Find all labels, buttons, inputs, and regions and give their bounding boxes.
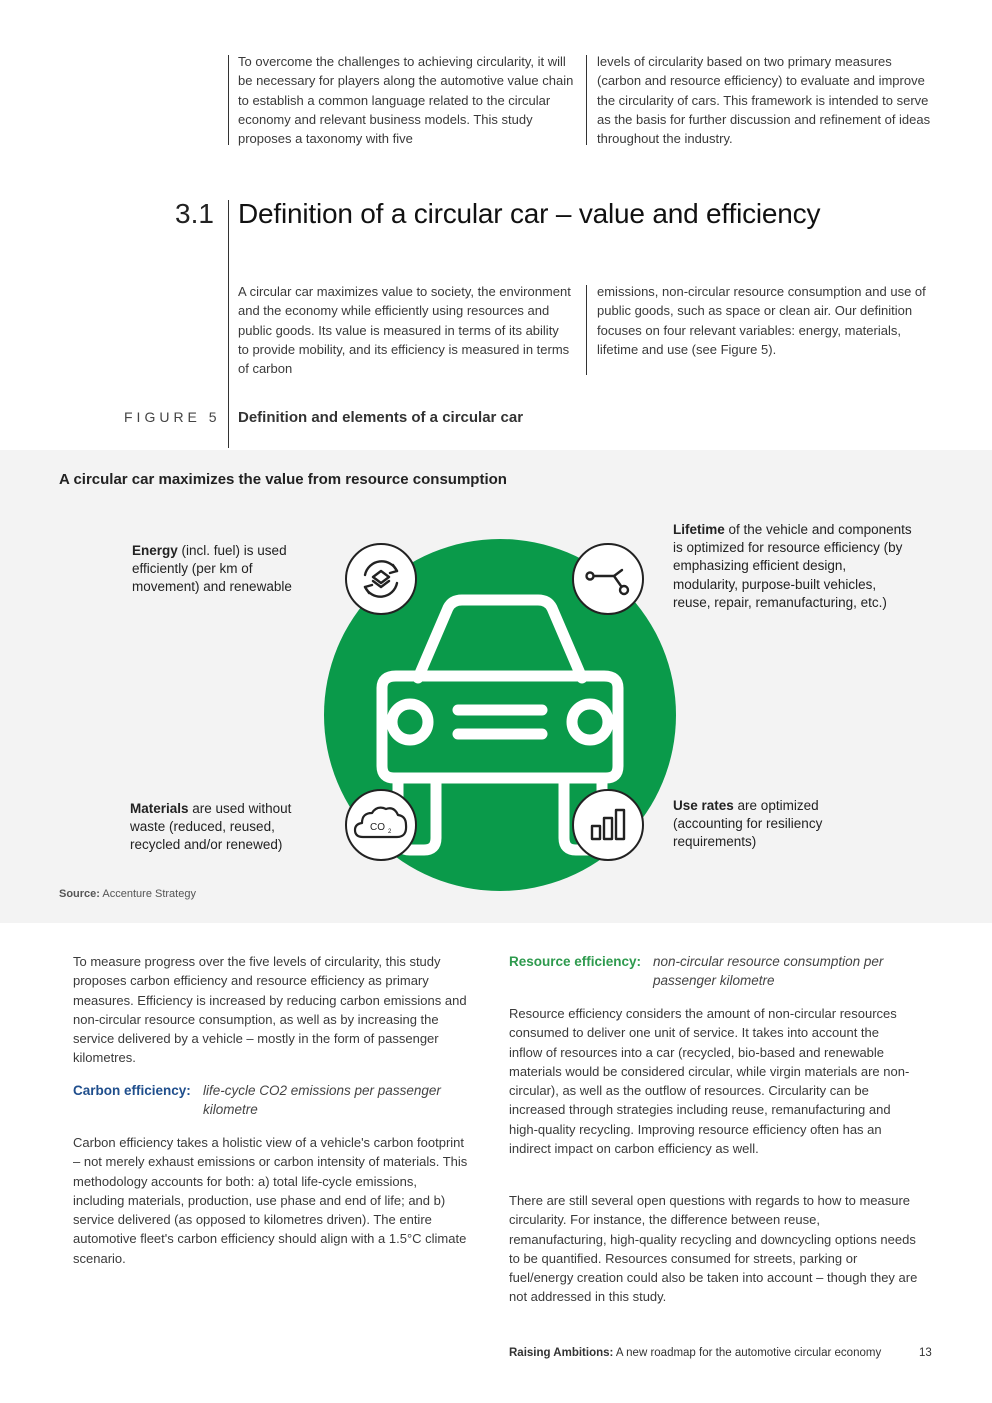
carbon-efficiency-definition-box	[203, 1081, 463, 1119]
footer-title	[509, 1347, 881, 1359]
bar-chart-icon	[574, 791, 642, 859]
lifetime-callout-bold: Lifetime	[673, 522, 725, 537]
body-left-paragraph-1: To measure progress over the five levels of circularity, this study proposes carbon efficiency and resource efficiency as primary measures. Efficiency is increased by reducing carbon emissions and non-circular resource consumption, as well as by increasing the service delivered by a vehicle – mostly in the form of passenger kilometres.	[73, 954, 467, 1066]
resource-efficiency-definition: non-circular resource consumption per passenger kilometre	[653, 954, 884, 988]
energy-callout-text: (incl. fuel) is used efficiently (per km of movement) and renewable	[132, 543, 292, 595]
footer-title-rest: A new roadmap for the automotive circular economy	[613, 1347, 882, 1359]
body-left-paragraph-2: Carbon efficiency takes a holistic view of a vehicle's carbon footprint – not merely exhaust emissions or carbon intensity of materials. This methodology accounts for both: a) total life-cycle emissions, including materials, production, use phase and end of life; and b) service delivered (as opposed to kilometres driven). The entire automotive fleet's carbon efficiency should align with a 1.5°C climate scenario.	[73, 1135, 468, 1266]
source-label: Source:	[59, 888, 100, 900]
figure-title: Definition and elements of a circular car	[238, 409, 524, 426]
figure-label: FIGURE 5	[124, 409, 221, 425]
lifetime-icon-badge	[572, 543, 644, 615]
energy-callout-bold: Energy	[132, 543, 178, 558]
co2-cloud-icon	[347, 791, 415, 859]
figure-panel	[0, 450, 992, 923]
section-number: 3.1	[175, 198, 214, 229]
figure-source	[59, 888, 196, 900]
panel-title: A circular car maximizes the value from resource consumption	[59, 471, 507, 488]
energy-icon-badge	[345, 543, 417, 615]
body-right-paragraph-2: There are still several open questions with regards to how to measure circularity. For instance, the difference between reuse, remanufacturing, high-quality recycling and downcycling options needs to be quantified. Resources consumed for streets, parking or fuel/energy creation could also be taken into account – though they are not addressed in this study.	[509, 1193, 918, 1305]
section-title: Definition of a circular car – value and efficiency	[238, 198, 821, 229]
use-rates-icon-badge	[572, 789, 644, 861]
carbon-efficiency-definition: life-cycle CO2 emissions per passenger kilometre	[203, 1083, 441, 1117]
materials-callout-bold: Materials	[130, 801, 189, 816]
page-number: 13	[919, 1347, 932, 1359]
intro-divider-right	[586, 55, 587, 145]
intro-paragraph-right: levels of circularity based on two primary measures (carbon and resource efficiency) to evaluate and improve the circularity of cars. This framework is intended to serve as the basis for further discussion and refinement of ideas throughout the industry.	[597, 54, 931, 147]
co2-text: CO	[370, 822, 385, 833]
lifetime-path-icon	[574, 545, 642, 613]
carbon-efficiency-label: Carbon efficiency:	[73, 1083, 191, 1098]
use-rates-callout	[673, 797, 873, 852]
resource-efficiency-label: Resource efficiency:	[509, 954, 642, 969]
energy-callout	[132, 542, 317, 597]
section-divider	[228, 200, 229, 448]
intro-divider-left	[228, 55, 229, 145]
energy-cycle-icon	[347, 545, 415, 613]
section-paragraph-right: emissions, non-circular resource consumption and use of public goods, such as space or clean air. Our definition focuses on four relevant variables: energy, materials, lifetime and use (see Figure 5).	[597, 284, 926, 357]
materials-icon-badge	[345, 789, 417, 861]
intro-paragraph-left: To overcome the challenges to achieving circularity, it will be necessary for players along the automotive value chain to establish a common language related to the circular economy and relevant business models. This study proposes a taxonomy with five	[238, 54, 574, 147]
section-paragraph-left: A circular car maximizes value to society, the environment and the economy while efficiently using resources and public goods. Its value is measured in terms of its ability to provide mobility, and its efficiency is measured in terms of carbon	[238, 284, 571, 377]
lifetime-callout	[673, 521, 913, 612]
resource-efficiency-definition-box	[653, 952, 923, 990]
resource-efficiency-heading	[509, 952, 669, 971]
section-col-divider	[586, 285, 587, 375]
footer-title-bold: Raising Ambitions:	[509, 1347, 614, 1359]
lifetime-callout-text: of the vehicle and components is optimized for resource efficiency (by emphasizing efficient design, modularity, purpose-built vehicles, reuse, repair, remanufacturing, etc.)	[673, 522, 912, 610]
materials-callout	[130, 800, 320, 855]
co2-subscript: 2	[388, 829, 392, 835]
body-right-paragraph-1: Resource efficiency considers the amount of non-circular resources consumed to deliver one unit of service. It takes into account the inflow of resources into a car (recycled, bio-based and renewable materials would be considered circular, while virgin materials are non-circular), as well as the outflow of resources. Circularity can be increased through strategies including reuse, remanufacturing and high-quality recycling. Improving resource efficiency often has an indirect impact on carbon efficiency as well.	[509, 1006, 910, 1157]
use-rates-callout-bold: Use rates	[673, 798, 734, 813]
source-text: Accenture Strategy	[99, 888, 196, 900]
use-rates-callout-text: are optimized (accounting for resiliency requirements)	[673, 798, 823, 850]
materials-callout-text: are used without waste (reduced, reused, recycled and/or renewed)	[130, 801, 292, 853]
